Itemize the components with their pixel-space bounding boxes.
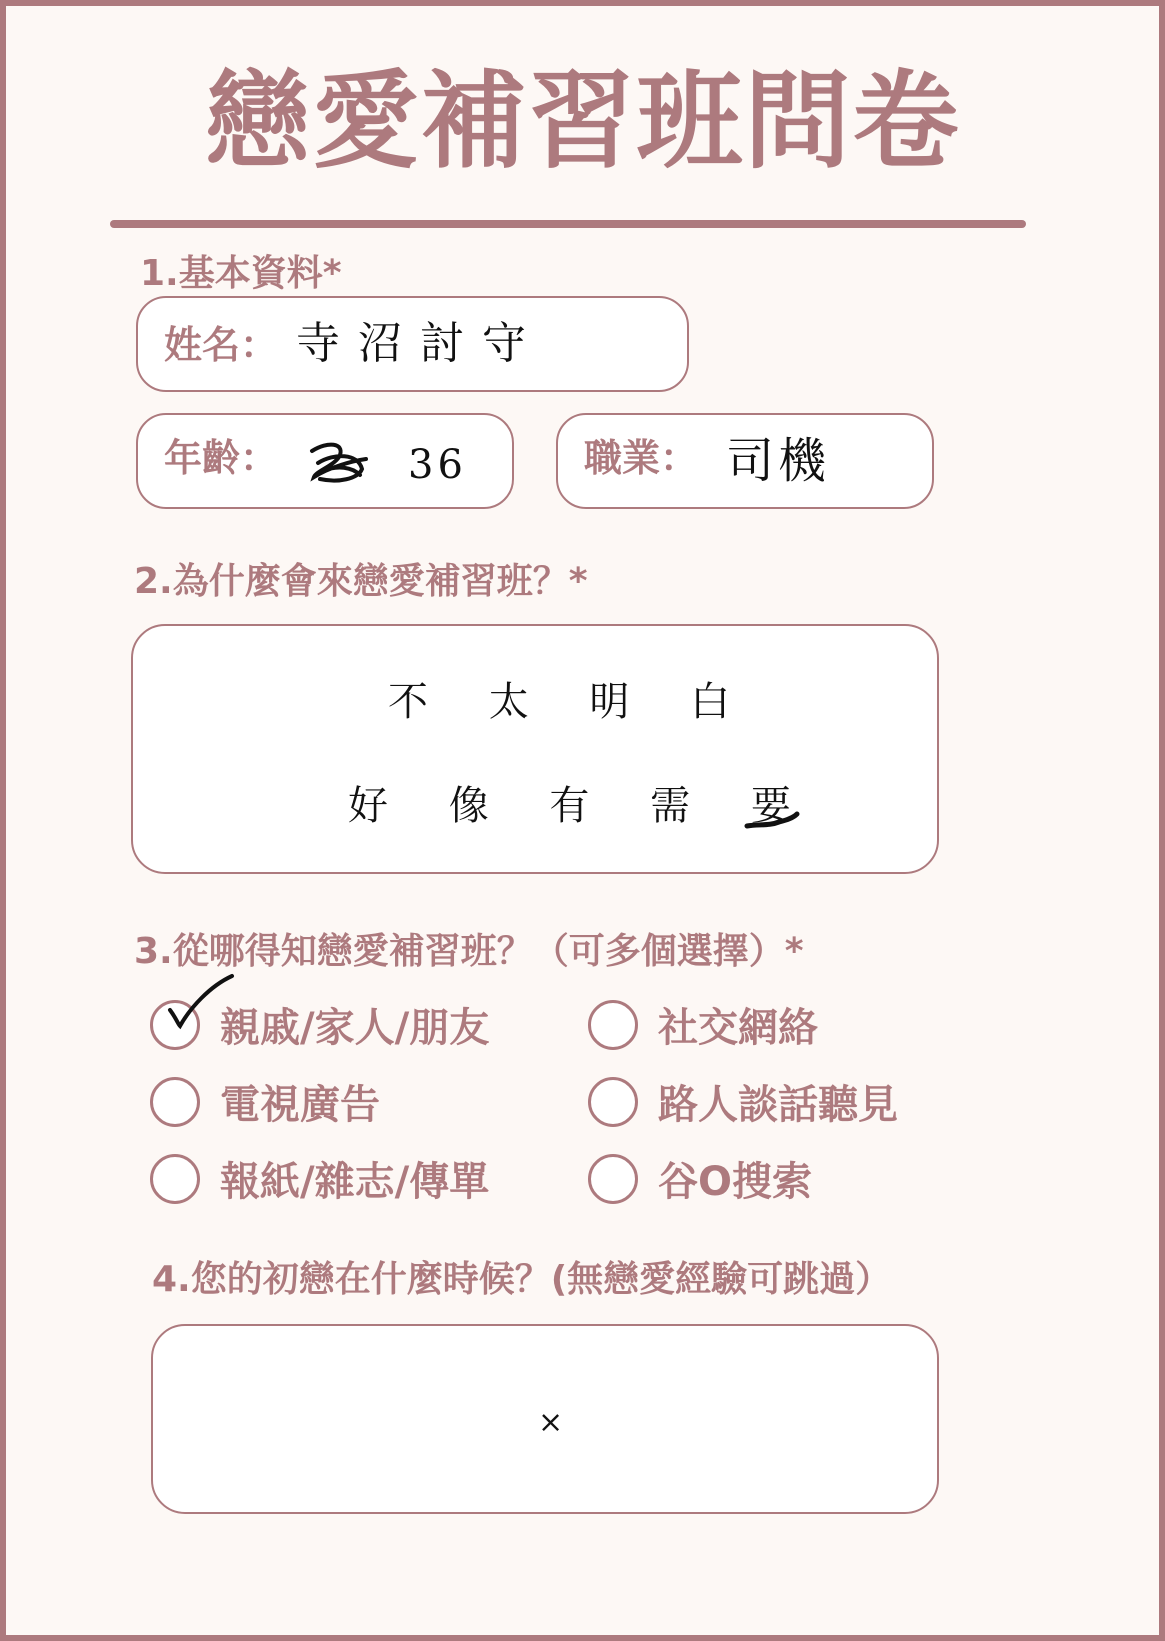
scribble-mark (308, 441, 372, 485)
option-tv-ad-checkbox[interactable] (150, 1077, 200, 1127)
q4-heading: 4.您的初戀在什麼時候？(無戀愛經驗可跳過） (152, 1259, 892, 1300)
occupation-label: 職業： (584, 436, 699, 480)
option-search-label: 谷O搜索 (658, 1159, 813, 1205)
option-social-network-label: 社交網絡 (658, 1005, 818, 1051)
check-icon (166, 972, 236, 1032)
option-relatives-label: 親戚/家人/朋友 (220, 1005, 490, 1051)
option-print-media[interactable] (150, 1150, 489, 1207)
option-overheard-checkbox[interactable] (588, 1077, 638, 1127)
name-value: 寺沼討守 (296, 318, 544, 369)
option-overheard-label: 路人談話聽見 (658, 1082, 898, 1128)
first-love-answer-box[interactable] (151, 1324, 939, 1514)
reason-answer-box[interactable] (131, 624, 939, 874)
q3-heading: 3.從哪得知戀愛補習班？（可多個選擇）* (134, 931, 804, 972)
age-value: 36 (408, 442, 467, 488)
option-social-network-checkbox[interactable] (588, 1000, 638, 1050)
first-love-answer: × (538, 1405, 564, 1440)
reason-line-2: 好 像 有 需 要 (348, 783, 815, 829)
occupation-field[interactable] (556, 413, 934, 509)
option-search-checkbox[interactable] (588, 1154, 638, 1204)
option-overheard[interactable] (588, 1073, 898, 1130)
age-label: 年齡： (164, 436, 279, 480)
title-divider (110, 220, 1026, 228)
option-print-media-checkbox[interactable] (150, 1154, 200, 1204)
name-field[interactable] (136, 296, 689, 392)
reason-line-1: 不 太 明 白 (388, 679, 755, 725)
q1-heading: 1.基本資料* (140, 253, 342, 294)
dash-mark (745, 812, 801, 832)
occupation-value: 司機 (726, 433, 831, 489)
option-search[interactable] (588, 1150, 812, 1207)
q2-heading: 2.為什麼會來戀愛補習班？* (134, 561, 588, 602)
option-print-media-label: 報紙/雜志/傳單 (220, 1159, 490, 1205)
age-field[interactable] (136, 413, 514, 509)
name-label: 姓名： (164, 323, 279, 367)
page-title: 戀愛補習班問卷 (204, 60, 961, 183)
option-tv-ad-label: 電視廣告 (220, 1082, 380, 1128)
option-social-network[interactable] (588, 996, 818, 1053)
option-tv-ad[interactable] (150, 1073, 380, 1130)
